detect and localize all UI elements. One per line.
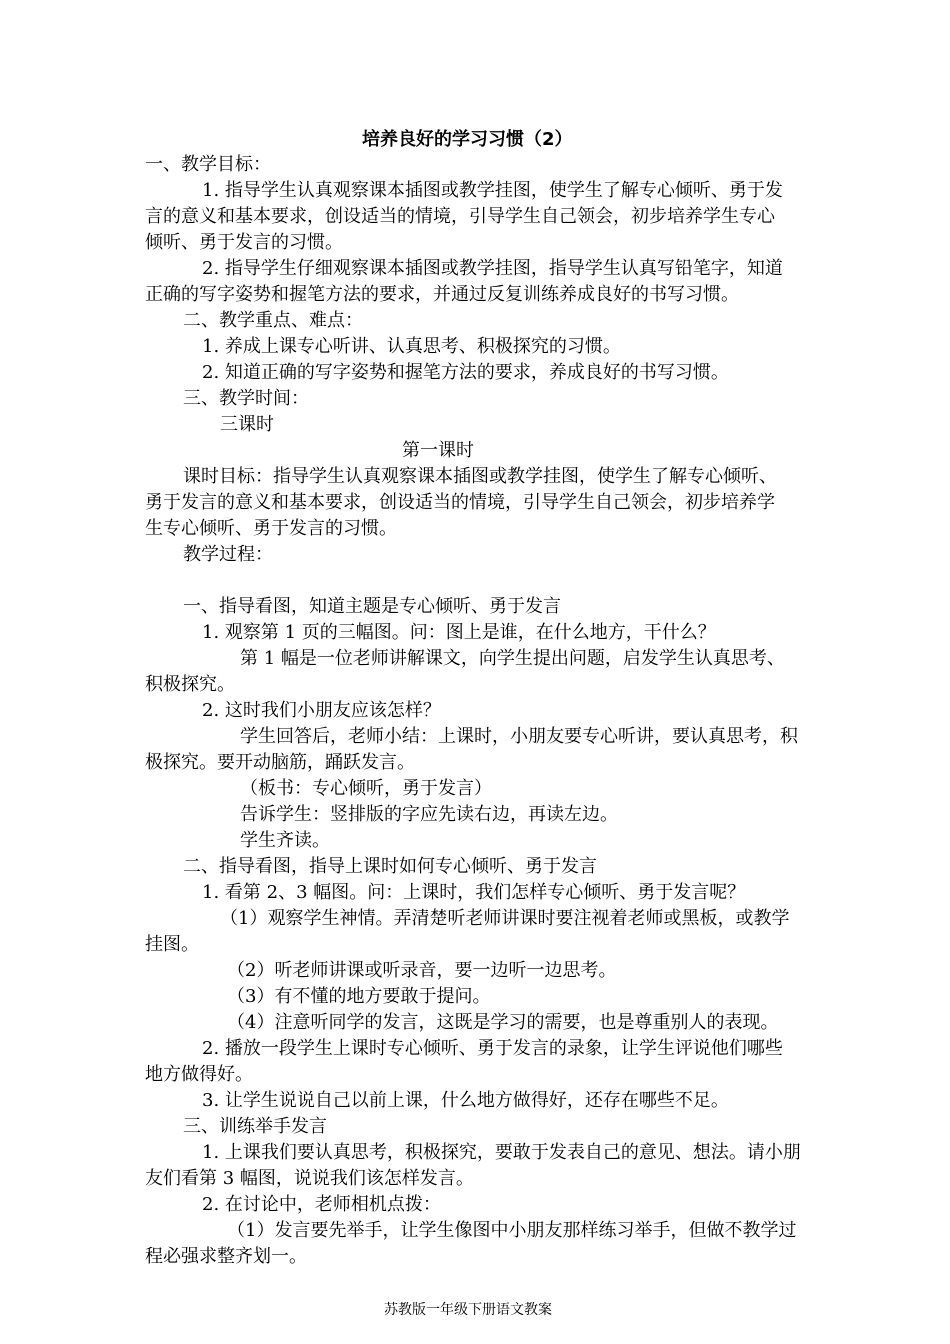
paragraph-line: 课时目标：指导学生认真观察课本插图或教学挂图，使学生了解专心倾听、 xyxy=(183,466,777,487)
paragraph-line: 学生回答后，老师小结：上课时，小朋友要专心听讲，要认真思考，积 xyxy=(240,726,798,747)
paragraph-line: 地方做得好。 xyxy=(145,1064,253,1085)
paragraph-line: （2）听老师讲课或听录音，要一边听一边思考。 xyxy=(227,960,617,981)
paragraph-line: 言的意义和基本要求，创设适当的情境，引导学生自己领会，初步培养学生专心 xyxy=(145,206,775,227)
paragraph-line: 1. 观察第 1 页的三幅图。问：图上是谁，在什么地方，干什么？ xyxy=(202,622,716,643)
paragraph-line: 学生齐读。 xyxy=(240,830,330,851)
paragraph-line: 2. 在讨论中，老师相机点拨： xyxy=(202,1194,441,1215)
paragraph-line: 倾听、勇于发言的习惯。 xyxy=(145,232,343,253)
paragraph-line: 积极探究。 xyxy=(145,674,235,695)
paragraph-line: 2. 播放一段学生上课时专心倾听、勇于发言的录象，让学生评说他们哪些 xyxy=(202,1038,783,1059)
paragraph-line: （3）有不懂的地方要敢于提问。 xyxy=(227,986,491,1007)
page-footer: 苏教版一年级下册语文教案 xyxy=(384,1302,552,1318)
paragraph-line: （1）发言要先举手，让学生像图中小朋友那样练习举手，但做不教学过 xyxy=(227,1220,797,1241)
paragraph-line: 正确的写字姿势和握笔方法的要求，并通过反复训练养成良好的书写习惯。 xyxy=(145,284,739,305)
paragraph-line: 勇于发言的意义和基本要求，创设适当的情境，引导学生自己领会，初步培养学 xyxy=(145,492,775,513)
paragraph-line: 1. 养成上课专心听讲、认真思考、积极探究的习惯。 xyxy=(202,336,621,357)
paragraph-line: 2. 这时我们小朋友应该怎样？ xyxy=(202,700,441,721)
paragraph-line: 教学过程： xyxy=(183,544,273,565)
paragraph-line: 1. 上课我们要认真思考，积极探究，要敢于发表自己的意见、想法。请小朋 xyxy=(202,1142,801,1163)
paragraph-line: 1. 看第 2、3 幅图。问：上课时，我们怎样专心倾听、勇于发言呢？ xyxy=(202,882,746,903)
document-title: 培养良好的学习习惯（2） xyxy=(362,129,573,150)
paragraph-line: 程必强求整齐划一。 xyxy=(145,1246,307,1267)
paragraph-line: 生专心倾听、勇于发言的习惯。 xyxy=(145,518,397,539)
section-heading: 二、教学重点、难点： xyxy=(183,310,363,331)
section-heading: 三、教学时间： xyxy=(183,388,309,409)
lesson-heading: 第一课时 xyxy=(402,440,474,461)
paragraph-line: 1. 指导学生认真观察课本插图或教学挂图，使学生了解专心倾听、勇于发 xyxy=(202,180,783,201)
paragraph-line: 极探究。要开动脑筋，踊跃发言。 xyxy=(145,752,415,773)
paragraph-line: 告诉学生：竖排版的字应先读右边，再读左边。 xyxy=(240,804,618,825)
paragraph-line: 三课时 xyxy=(220,414,274,435)
paragraph-line: （板书：专心倾听，勇于发言） xyxy=(240,778,492,799)
section-heading: 二、指导看图，指导上课时如何专心倾听、勇于发言 xyxy=(183,856,597,877)
paragraph-line: 2. 知道正确的写字姿势和握笔方法的要求，养成良好的书写习惯。 xyxy=(202,362,729,383)
paragraph-line: （4）注意听同学的发言，这既是学习的需要，也是尊重别人的表现。 xyxy=(227,1012,779,1033)
paragraph-line: （1）观察学生神情。弄清楚听老师讲课时要注视着老师或黑板，或教学 xyxy=(220,908,790,929)
paragraph-line: 挂图。 xyxy=(145,934,199,955)
section-heading: 三、训练举手发言 xyxy=(183,1116,327,1137)
paragraph-line: 3. 让学生说说自己以前上课，什么地方做得好，还存在哪些不足。 xyxy=(202,1090,729,1111)
section-heading: 一、教学目标： xyxy=(145,154,271,175)
section-heading: 一、指导看图，知道主题是专心倾听、勇于发言 xyxy=(183,596,561,617)
paragraph-line: 第 1 幅是一位老师讲解课文，向学生提出问题，启发学生认真思考、 xyxy=(240,648,785,669)
paragraph-line: 2. 指导学生仔细观察课本插图或教学挂图，指导学生认真写铅笔字，知道 xyxy=(202,258,783,279)
paragraph-line: 友们看第 3 幅图，说说我们该怎样发言。 xyxy=(145,1168,474,1189)
